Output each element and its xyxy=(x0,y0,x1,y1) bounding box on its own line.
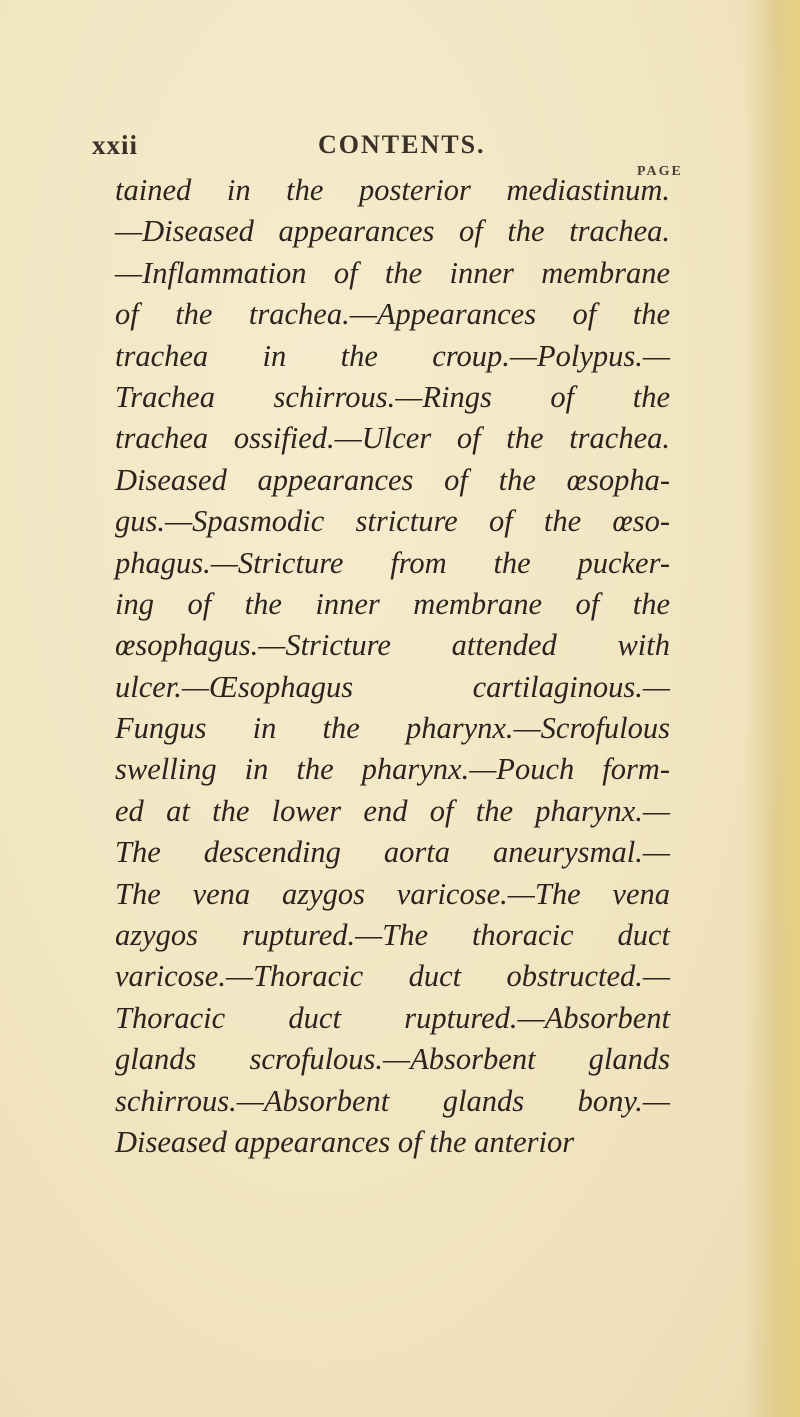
text-line: gus.—Spasmodic stricture of the œso- xyxy=(115,504,670,539)
page-column-label: PAGE xyxy=(637,164,683,179)
text-line: —Diseased appearances of the trachea. xyxy=(115,214,670,249)
text-line: glands scrofulous.—Absorbent glands xyxy=(115,1042,670,1077)
text-line: The descending aorta aneurysmal.— xyxy=(115,835,670,870)
text-line: phagus.—Stricture from the pucker- xyxy=(115,545,670,580)
text-line: trachea in the croup.—Polypus.— xyxy=(115,338,670,373)
text-line: varicose.—Thoracic duct obstructed.— xyxy=(115,959,670,994)
text-line: Thoracic duct ruptured.—Absorbent xyxy=(115,1000,670,1035)
text-line: —Inflammation of the inner membrane xyxy=(115,255,670,290)
text-line: œsophagus.—Stricture attended with xyxy=(115,628,670,663)
text-line: of the trachea.—Appearances of the xyxy=(115,297,670,332)
text-line: ulcer.—Œsophagus cartilaginous.— xyxy=(115,669,670,704)
text-line: Diseased appearances of the œsopha- xyxy=(115,462,670,497)
text-line: ing of the inner membrane of the xyxy=(115,586,670,621)
text-line: tained in the posterior mediastinum. xyxy=(115,173,670,207)
page-number: xxii xyxy=(92,130,139,160)
text-line: ed at the lower end of the pharynx.— xyxy=(115,793,670,828)
page-header xyxy=(92,130,712,170)
text-line: Trachea schirrous.—Rings of the xyxy=(115,379,670,414)
text-line: schirrous.—Absorbent glands bony.— xyxy=(115,1083,670,1118)
running-head: CONTENTS. xyxy=(318,130,486,159)
text-line: trachea ossified.—Ulcer of the trachea. xyxy=(115,421,670,456)
text-line: Diseased appearances of the anterior xyxy=(115,1124,575,1159)
text-line: The vena azygos varicose.—The vena xyxy=(115,876,670,911)
text-line: azygos ruptured.—The thoracic duct xyxy=(115,918,670,953)
text-line: Fungus in the pharynx.—Scrofulous xyxy=(115,711,670,746)
contents-body xyxy=(115,170,670,1163)
text-line: swelling in the pharynx.—Pouch form- xyxy=(115,752,670,787)
